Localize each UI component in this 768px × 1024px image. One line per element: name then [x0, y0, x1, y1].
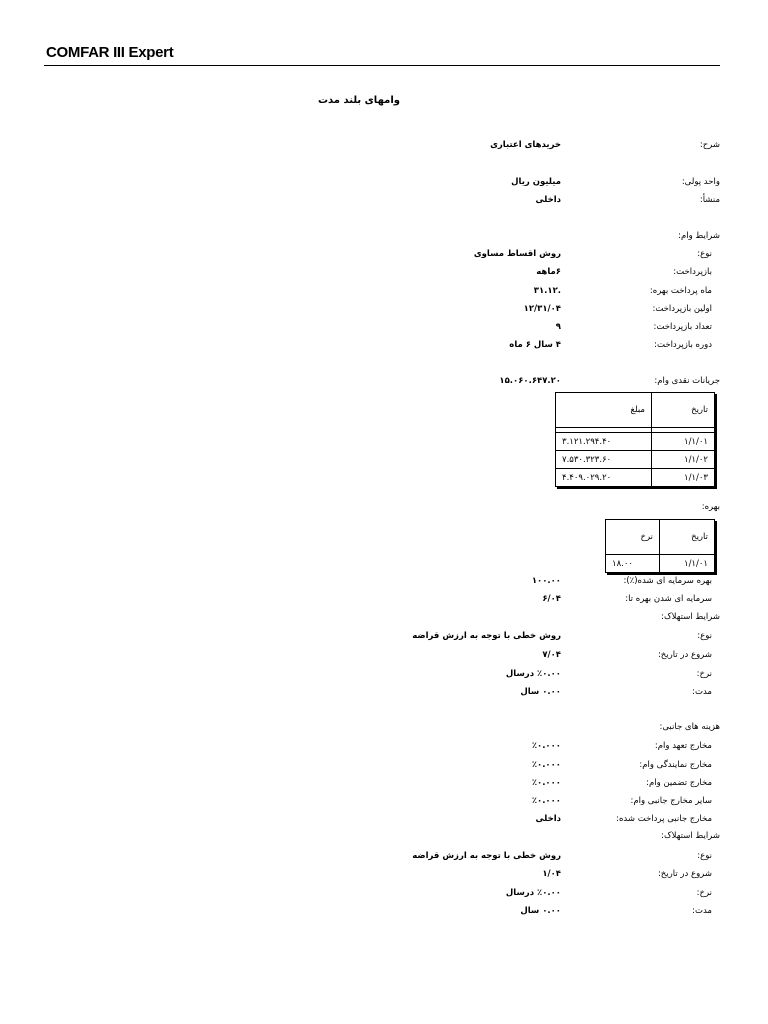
depreciation-type-label-2: نوع:	[697, 851, 712, 861]
depreciation-start-value: ۷/۰۴	[542, 650, 561, 660]
repayment-count-label: تعداد بازپرداخت:	[653, 322, 712, 332]
header-rule	[44, 65, 720, 66]
column-header-rate: نرخ	[606, 520, 660, 555]
cash-flow-date: ۱/۱/۰۲	[652, 451, 715, 469]
origin-label: منشأ:	[699, 195, 720, 205]
other-fees-label: سایر مخارج جانبی وام:	[630, 796, 712, 806]
interest-date: ۱/۱/۰۱	[660, 555, 715, 573]
column-header-amount: مبلغ	[556, 393, 652, 428]
capitalized-until-label: سرمایه ای شدن بهره تا:	[625, 594, 712, 604]
column-header-date: تاریخ	[652, 393, 715, 428]
table-header-row	[606, 520, 715, 555]
repayment-period-label: دوره بازپرداخت:	[654, 340, 712, 350]
capitalized-interest-label: بهره سرمایه ای شده(٪):	[623, 576, 712, 586]
depreciation-start-label-2: شروع در تاریخ:	[657, 869, 712, 879]
first-repayment-label: اولین بازپرداخت:	[652, 304, 712, 314]
interest-label: بهره:	[701, 502, 720, 512]
depreciation-type-label: نوع:	[697, 631, 712, 641]
commitment-fee-value: ٪۰.۰۰۰	[531, 741, 561, 751]
agency-fee-label: مخارج نمایندگی وام:	[639, 760, 712, 770]
depreciation-duration-value-2: ۰.۰۰ سال	[520, 906, 561, 916]
side-costs-paid-label: مخارج جانبی پرداخت شده:	[616, 814, 712, 824]
loan-type-label: نوع:	[697, 249, 712, 259]
capitalized-until-value: ۶/۰۴	[542, 594, 561, 604]
depreciation-rate-label: نرخ:	[696, 669, 712, 679]
agency-fee-value: ٪۰.۰۰۰	[531, 760, 561, 770]
repayment-count-value: ۹	[555, 322, 561, 332]
column-header-date: تاریخ	[660, 520, 715, 555]
depreciation-rate-label-2: نرخ:	[696, 888, 712, 898]
origin-value: داخلی	[535, 195, 561, 205]
depreciation-heading-2: شرایط استهلاک:	[661, 831, 720, 841]
repayment-period-value: ۴ سال ۶ ماه	[509, 340, 561, 350]
description-label: شرح:	[699, 140, 720, 150]
interest-month-value: .۳۱.۱۲	[533, 286, 561, 296]
repayment-label: بازپرداخت:	[673, 267, 712, 277]
cash-flow-amount: ۴.۴۰۹.۰۲۹.۲۰	[556, 469, 652, 487]
depreciation-start-label: شروع در تاریخ:	[657, 650, 712, 660]
depreciation-duration-label-2: مدت:	[692, 906, 712, 916]
depreciation-heading: شرایط استهلاک:	[661, 612, 720, 622]
depreciation-rate-value: ٪۰.۰۰ درسال	[505, 669, 561, 679]
loan-type-value: روش اقساط مساوی	[473, 249, 561, 259]
guarantee-fee-value: ٪۰.۰۰۰	[531, 778, 561, 788]
first-repayment-value: ۱۲/۳۱/۰۴	[523, 304, 561, 314]
currency-label: واحد پولی:	[681, 177, 720, 187]
depreciation-duration-value: ۰.۰۰ سال	[520, 687, 561, 697]
interest-table	[605, 519, 715, 573]
capitalized-interest-value: ۱۰۰.۰۰	[531, 576, 561, 586]
depreciation-type-value: روش خطی با توجه به ارزش قراضه	[412, 631, 561, 641]
table-row	[606, 555, 715, 573]
guarantee-fee-label: مخارج تضمین وام:	[646, 778, 712, 788]
cash-flow-date: ۱/۱/۰۱	[652, 433, 715, 451]
cash-flows-total: ۱۵.۰۶۰.۶۴۷.۲۰	[499, 376, 561, 386]
depreciation-rate-value-2: ٪۰.۰۰ درسال	[505, 888, 561, 898]
table-row	[556, 469, 715, 487]
page-title: وامهای بلند مدت	[317, 95, 400, 106]
depreciation-duration-label: مدت:	[692, 687, 712, 697]
loan-terms-heading: شرایط وام:	[678, 231, 720, 241]
cash-flow-date: ۱/۱/۰۳	[652, 469, 715, 487]
app-name: COMFAR III Expert	[46, 44, 174, 61]
cash-flows-label: جریانات نقدی وام:	[654, 376, 720, 386]
commitment-fee-label: مخارج تعهد وام:	[654, 741, 712, 751]
interest-month-label: ماه پرداخت بهره:	[649, 286, 712, 296]
table-row	[556, 433, 715, 451]
cash-flow-amount: ۷.۵۳۰.۳۲۳.۶۰	[556, 451, 652, 469]
other-fees-value: ٪۰.۰۰۰	[531, 796, 561, 806]
depreciation-start-value-2: ۱/۰۴	[542, 869, 561, 879]
cash-flow-amount: ۳.۱۲۱.۲۹۴.۴۰	[556, 433, 652, 451]
repayment-value: ۶ماهه	[536, 267, 561, 277]
side-costs-heading: هزینه های جانبی:	[659, 722, 720, 732]
depreciation-type-value-2: روش خطی با توجه به ارزش قراضه	[412, 851, 561, 861]
side-costs-paid-value: داخلی	[535, 814, 561, 824]
table-row	[556, 451, 715, 469]
table-header-row	[556, 393, 715, 428]
currency-value: میلیون ریال	[511, 177, 561, 187]
cash-flows-table	[555, 392, 715, 487]
description-value: خریدهای اعتباری	[490, 140, 561, 150]
interest-rate: ۱۸.۰۰	[606, 555, 660, 573]
